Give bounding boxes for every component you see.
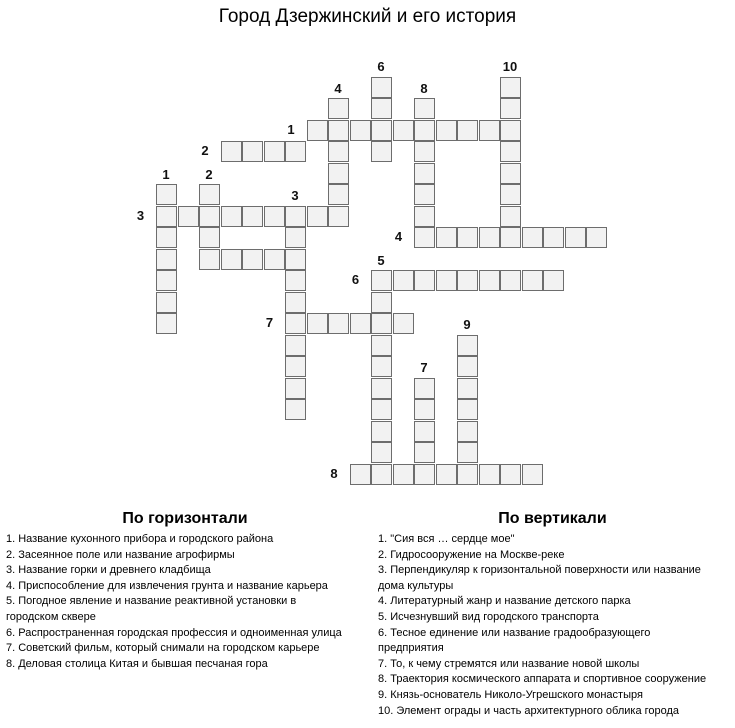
- down-clue: предприятия: [378, 642, 444, 655]
- grid-cell[interactable]: [285, 313, 306, 334]
- grid-cell[interactable]: [393, 120, 414, 141]
- grid-cell[interactable]: [479, 227, 500, 248]
- grid-cell[interactable]: [457, 120, 478, 141]
- grid-cell[interactable]: [371, 464, 392, 485]
- grid-cell[interactable]: [156, 292, 177, 313]
- grid-cell[interactable]: [328, 313, 349, 334]
- grid-cell[interactable]: [479, 120, 500, 141]
- grid-cell[interactable]: [479, 270, 500, 291]
- grid-cell[interactable]: [264, 141, 285, 162]
- grid-cell[interactable]: [328, 163, 349, 184]
- grid-cell[interactable]: [414, 399, 435, 420]
- grid-cell[interactable]: [457, 464, 478, 485]
- grid-cell[interactable]: [242, 206, 263, 227]
- grid-cell[interactable]: [307, 313, 328, 334]
- grid-cell[interactable]: [221, 249, 242, 270]
- grid-cell[interactable]: [500, 163, 521, 184]
- clue-number-across-1: 1: [287, 121, 295, 137]
- down-clue: дома культуры: [378, 579, 454, 592]
- grid-cell[interactable]: [371, 141, 392, 162]
- grid-cell[interactable]: [371, 399, 392, 420]
- grid-cell[interactable]: [371, 378, 392, 399]
- clue-number-across-4: 4: [394, 229, 403, 244]
- clue-number-down-7: 7: [420, 360, 428, 375]
- across-clue: 1. Название кухонного прибора и городского района: [6, 533, 274, 545]
- down-clue: 10. Элемент ограды и часть архитектурного облика города: [378, 704, 680, 717]
- down-clue: 9. Князь-основатель Николо-Угрешского монастыря: [378, 688, 643, 701]
- clue-number-across-2: 2: [201, 143, 209, 158]
- grid-cell[interactable]: [285, 292, 306, 313]
- grid-cell[interactable]: [500, 98, 521, 119]
- grid-cell[interactable]: [543, 270, 564, 291]
- grid-cell[interactable]: [199, 206, 220, 227]
- grid-cell[interactable]: [221, 206, 242, 227]
- grid-cell[interactable]: [371, 270, 392, 291]
- down-clue: 2. Гидросооружение на Москве-реке: [378, 548, 565, 561]
- grid-cell[interactable]: [371, 98, 392, 119]
- clue-number-across-6: 6: [351, 272, 360, 287]
- grid-cell[interactable]: [457, 421, 478, 442]
- grid-cell[interactable]: [500, 184, 521, 205]
- grid-cell[interactable]: [350, 313, 371, 334]
- grid-cell[interactable]: [500, 206, 521, 227]
- clue-number-down-8: 8: [420, 80, 428, 96]
- grid-cell[interactable]: [500, 120, 521, 141]
- grid-cell[interactable]: [436, 227, 457, 248]
- grid-cell[interactable]: [371, 292, 392, 313]
- grid-cell[interactable]: [371, 77, 392, 98]
- grid-cell[interactable]: [285, 356, 306, 377]
- grid-cell[interactable]: [414, 98, 435, 119]
- grid-cell[interactable]: [457, 399, 478, 420]
- grid-cell[interactable]: [500, 141, 521, 162]
- grid-cell[interactable]: [371, 335, 392, 356]
- down-clue: 6. Тесное единение или название градообразующего: [378, 626, 651, 639]
- clue-number-down-1: 1: [162, 166, 170, 182]
- grid-cell[interactable]: [500, 270, 521, 291]
- grid-cell[interactable]: [307, 206, 328, 227]
- grid-cell[interactable]: [371, 442, 392, 463]
- grid-cell[interactable]: [328, 206, 349, 227]
- grid-cell[interactable]: [156, 270, 177, 291]
- grid-cell[interactable]: [457, 270, 478, 291]
- grid-cell[interactable]: [500, 227, 521, 248]
- grid-cell[interactable]: [457, 356, 478, 377]
- grid-cell[interactable]: [522, 270, 543, 291]
- grid-cell[interactable]: [350, 120, 371, 141]
- grid-cell[interactable]: [156, 184, 177, 205]
- grid-cell[interactable]: [328, 141, 349, 162]
- across-clue: 6. Распространенная городская профессия и одноименная улица: [6, 626, 342, 639]
- grid-cell[interactable]: [156, 249, 177, 270]
- down-clue: 8. Траектория космического аппарата и спортивное сооружение: [378, 673, 707, 686]
- down-clue: 7. То, к чему стремятся или название новой школы: [378, 657, 640, 670]
- grid-cell[interactable]: [285, 227, 306, 248]
- grid-cell[interactable]: [500, 464, 521, 485]
- grid-cell[interactable]: [457, 227, 478, 248]
- clue-number-down-9: 9: [463, 317, 471, 332]
- grid-cell[interactable]: [543, 227, 564, 248]
- grid-cell[interactable]: [393, 270, 414, 291]
- grid-cell[interactable]: [350, 464, 371, 485]
- grid-cell[interactable]: [285, 399, 306, 420]
- grid-cell[interactable]: [328, 120, 349, 141]
- grid-cell[interactable]: [414, 206, 435, 227]
- grid-cell[interactable]: [522, 227, 543, 248]
- grid-cell[interactable]: [156, 313, 177, 334]
- across-clue: 4. Приспособление для извлечения грунта и название карьера: [6, 579, 328, 592]
- grid-cell[interactable]: [285, 249, 306, 270]
- down-clue-list: [378, 532, 733, 719]
- grid-cell[interactable]: [221, 141, 242, 162]
- grid-cell[interactable]: [199, 184, 220, 205]
- across-clue: 5. Погодное явление и название реактивной установки в: [6, 595, 297, 608]
- grid-cell[interactable]: [522, 464, 543, 485]
- grid-cell[interactable]: [414, 184, 435, 205]
- grid-cell[interactable]: [436, 270, 457, 291]
- grid-cell[interactable]: [414, 163, 435, 184]
- across-clue: 8. Деловая столица Китая и бывшая песчаная гора: [6, 657, 268, 670]
- grid-cell[interactable]: [371, 421, 392, 442]
- grid-cell[interactable]: [371, 313, 392, 334]
- grid-cell[interactable]: [242, 249, 263, 270]
- grid-cell[interactable]: [414, 227, 435, 248]
- grid-cell[interactable]: [156, 206, 177, 227]
- grid-cell[interactable]: [242, 141, 263, 162]
- grid-cell[interactable]: [414, 120, 435, 141]
- across-heading: По горизонтали: [122, 510, 248, 527]
- across-clue: 7. Советский фильм, который снимали на городском карьере: [6, 642, 320, 655]
- down-clue: 5. Исчезнувший вид городского транспорта: [378, 610, 599, 623]
- grid-cell[interactable]: [285, 206, 306, 227]
- grid-cell[interactable]: [457, 335, 478, 356]
- grid-cell[interactable]: [199, 249, 220, 270]
- puzzle-title: Город Дзержинский и его история: [218, 6, 517, 27]
- across-clue: 3. Название горки и древнего кладбища: [6, 564, 211, 577]
- grid-cell[interactable]: [414, 141, 435, 162]
- grid-cell[interactable]: [393, 464, 414, 485]
- grid-cell[interactable]: [414, 442, 435, 463]
- clue-number-down-5: 5: [377, 252, 385, 268]
- down-clue: 1. "Сия вся … сердце мое": [378, 533, 515, 545]
- grid-cell[interactable]: [264, 206, 285, 227]
- clue-number-across-7: 7: [265, 315, 274, 330]
- grid-cell[interactable]: [586, 227, 607, 248]
- clue-number-down-3: 3: [291, 188, 299, 203]
- down-heading: По вертикали: [498, 510, 607, 527]
- grid-cell[interactable]: [199, 227, 220, 248]
- grid-cell[interactable]: [371, 356, 392, 377]
- grid-cell[interactable]: [285, 270, 306, 291]
- grid-cell[interactable]: [414, 421, 435, 442]
- across-clue: городском сквере: [6, 610, 96, 623]
- grid-cell[interactable]: [285, 378, 306, 399]
- grid-cell[interactable]: [414, 270, 435, 291]
- grid-cell[interactable]: [500, 77, 521, 98]
- grid-cell[interactable]: [414, 378, 435, 399]
- clue-number-down-4: 4: [334, 80, 342, 96]
- clue-number-across-3: 3: [136, 207, 145, 223]
- grid-cell[interactable]: [178, 206, 199, 227]
- across-clue-list: [6, 532, 370, 672]
- grid-cell[interactable]: [285, 335, 306, 356]
- grid-cell[interactable]: [328, 98, 349, 119]
- clue-number-across-8: 8: [330, 465, 338, 481]
- grid-cell[interactable]: [264, 249, 285, 270]
- grid-cell[interactable]: [307, 120, 328, 141]
- down-clue: 3. Перпендикуляр к горизонтальной поверхности или название: [378, 564, 701, 577]
- grid-cell[interactable]: [436, 120, 457, 141]
- clue-number-down-10: 10: [502, 59, 518, 74]
- grid-cell[interactable]: [436, 464, 457, 485]
- grid-cell[interactable]: [328, 184, 349, 205]
- grid-cell[interactable]: [457, 378, 478, 399]
- grid-cell[interactable]: [156, 227, 177, 248]
- grid-cell[interactable]: [414, 464, 435, 485]
- grid-cell[interactable]: [565, 227, 586, 248]
- grid-cell[interactable]: [371, 120, 392, 141]
- clue-number-down-2: 2: [205, 166, 213, 182]
- grid-cell[interactable]: [393, 313, 414, 334]
- grid-cell[interactable]: [479, 464, 500, 485]
- grid-cell[interactable]: [457, 442, 478, 463]
- across-clue: 2. Засеянное поле или название агрофирмы: [6, 548, 235, 561]
- clue-number-down-6: 6: [377, 59, 385, 74]
- down-clue: 4. Литературный жанр и название детского парка: [378, 595, 631, 608]
- grid-cell[interactable]: [285, 141, 306, 162]
